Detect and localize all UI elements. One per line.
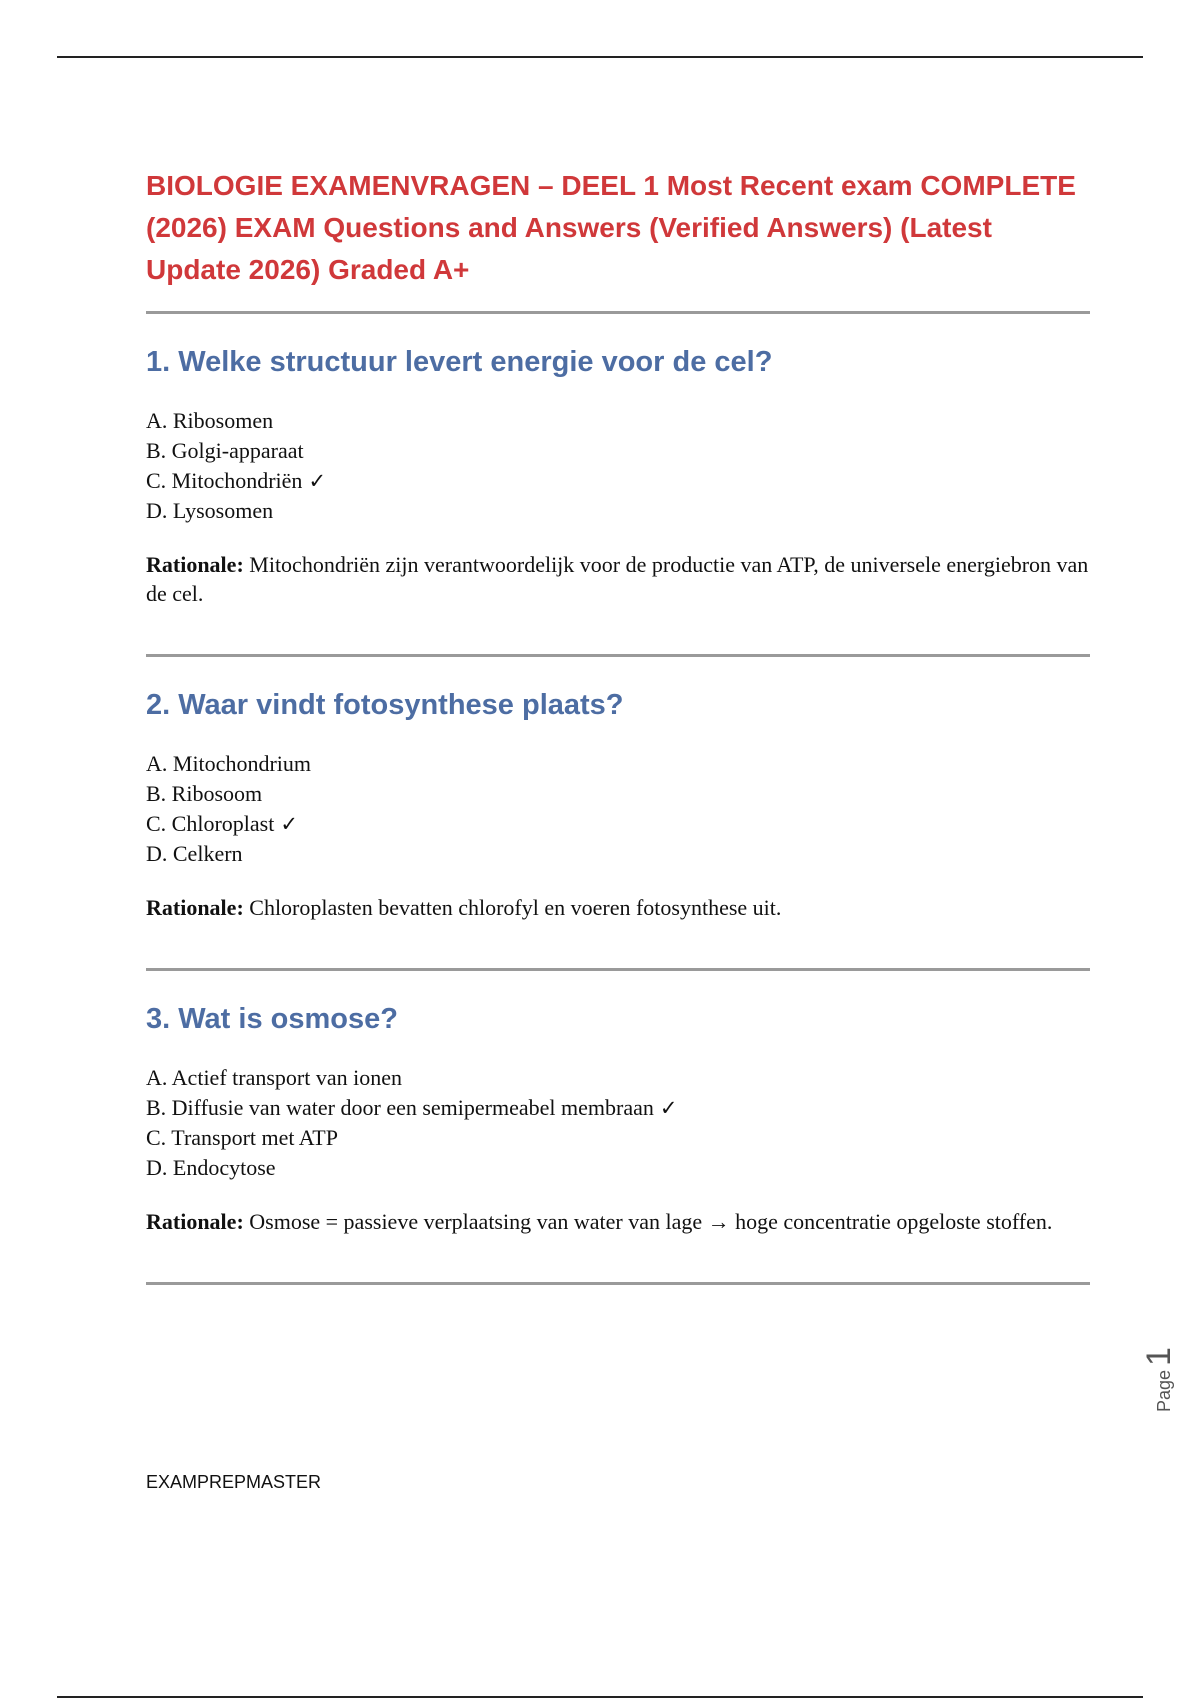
rationale-label: Rationale: xyxy=(146,552,244,577)
answer-option xyxy=(146,496,1090,526)
title-divider xyxy=(146,311,1090,314)
answer-option xyxy=(146,749,1090,779)
checkmark-icon: ✓ xyxy=(308,469,327,493)
answer-option-correct xyxy=(146,809,1090,839)
document-title: BIOLOGIE EXAMENVRAGEN – DEEL 1 Most Recent exam COMPLETE (2026) EXAM Questions and Answers (Verified Answers) (Latest Update 2026) Graded A+ xyxy=(146,170,1076,285)
answer-option xyxy=(146,1123,1090,1153)
answer-options xyxy=(146,406,1090,526)
question-heading: 3. Wat is osmose? xyxy=(146,1003,398,1035)
answer-option xyxy=(146,1153,1090,1183)
rationale xyxy=(146,1207,1090,1236)
option-text: B. Diffusie van water door een semipermeabel membraan xyxy=(146,1095,654,1120)
option-text: B. Ribosoom xyxy=(146,781,263,806)
answer-options xyxy=(146,1063,1090,1183)
option-text: D. Lysosomen xyxy=(146,498,274,523)
rationale-text: Osmose = passieve verplaatsing van water van lage → hoge concentratie opgeloste stoffen. xyxy=(249,1209,1053,1234)
option-text: C. Chloroplast xyxy=(146,811,275,836)
question-block-1 xyxy=(146,344,1090,608)
answer-option xyxy=(146,406,1090,436)
footer-rule xyxy=(57,1696,1143,1698)
question-heading: 2. Waar vindt fotosynthese plaats? xyxy=(146,689,624,721)
footer-brand: EXAMPREPMASTER xyxy=(146,1472,322,1492)
rationale-label: Rationale: xyxy=(146,895,244,920)
rationale-text: Chloroplasten bevatten chlorofyl en voeren fotosynthese uit. xyxy=(249,895,782,920)
answer-option-correct xyxy=(146,1093,1090,1123)
option-text: D. Endocytose xyxy=(146,1155,276,1180)
answer-option-correct xyxy=(146,466,1090,496)
answer-option xyxy=(146,779,1090,809)
rationale xyxy=(146,550,1090,608)
option-text: C. Mitochondriën xyxy=(146,468,303,493)
option-text: B. Golgi-apparaat xyxy=(146,438,304,463)
answer-option xyxy=(146,839,1090,869)
option-text: A. Mitochondrium xyxy=(146,751,311,776)
answer-option xyxy=(146,436,1090,466)
rationale-label: Rationale: xyxy=(146,1209,244,1234)
option-text: D. Celkern xyxy=(146,841,243,866)
checkmark-icon: ✓ xyxy=(659,1096,678,1120)
page-number xyxy=(1140,1347,1179,1412)
option-text: A. Ribosomen xyxy=(146,408,274,433)
question-divider xyxy=(146,968,1090,971)
page-number-value: 1 xyxy=(1140,1347,1178,1366)
header-rule xyxy=(57,56,1143,58)
question-heading: 1. Welke structuur levert energie voor de cel? xyxy=(146,346,773,378)
document-body xyxy=(146,165,1090,1285)
question-block-2 xyxy=(146,687,1090,922)
option-text: C. Transport met ATP xyxy=(146,1125,338,1150)
page-label: Page xyxy=(1154,1369,1174,1412)
question-divider xyxy=(146,654,1090,657)
answer-option xyxy=(146,1063,1090,1093)
question-block-3 xyxy=(146,1001,1090,1236)
rationale xyxy=(146,893,1090,922)
option-text: A. Actief transport van ionen xyxy=(146,1065,402,1090)
answer-options xyxy=(146,749,1090,869)
question-divider xyxy=(146,1282,1090,1285)
rationale-text: Mitochondriën zijn verantwoordelijk voor de productie van ATP, de universele energiebron van de cel. xyxy=(146,552,1089,606)
checkmark-icon: ✓ xyxy=(280,812,298,836)
